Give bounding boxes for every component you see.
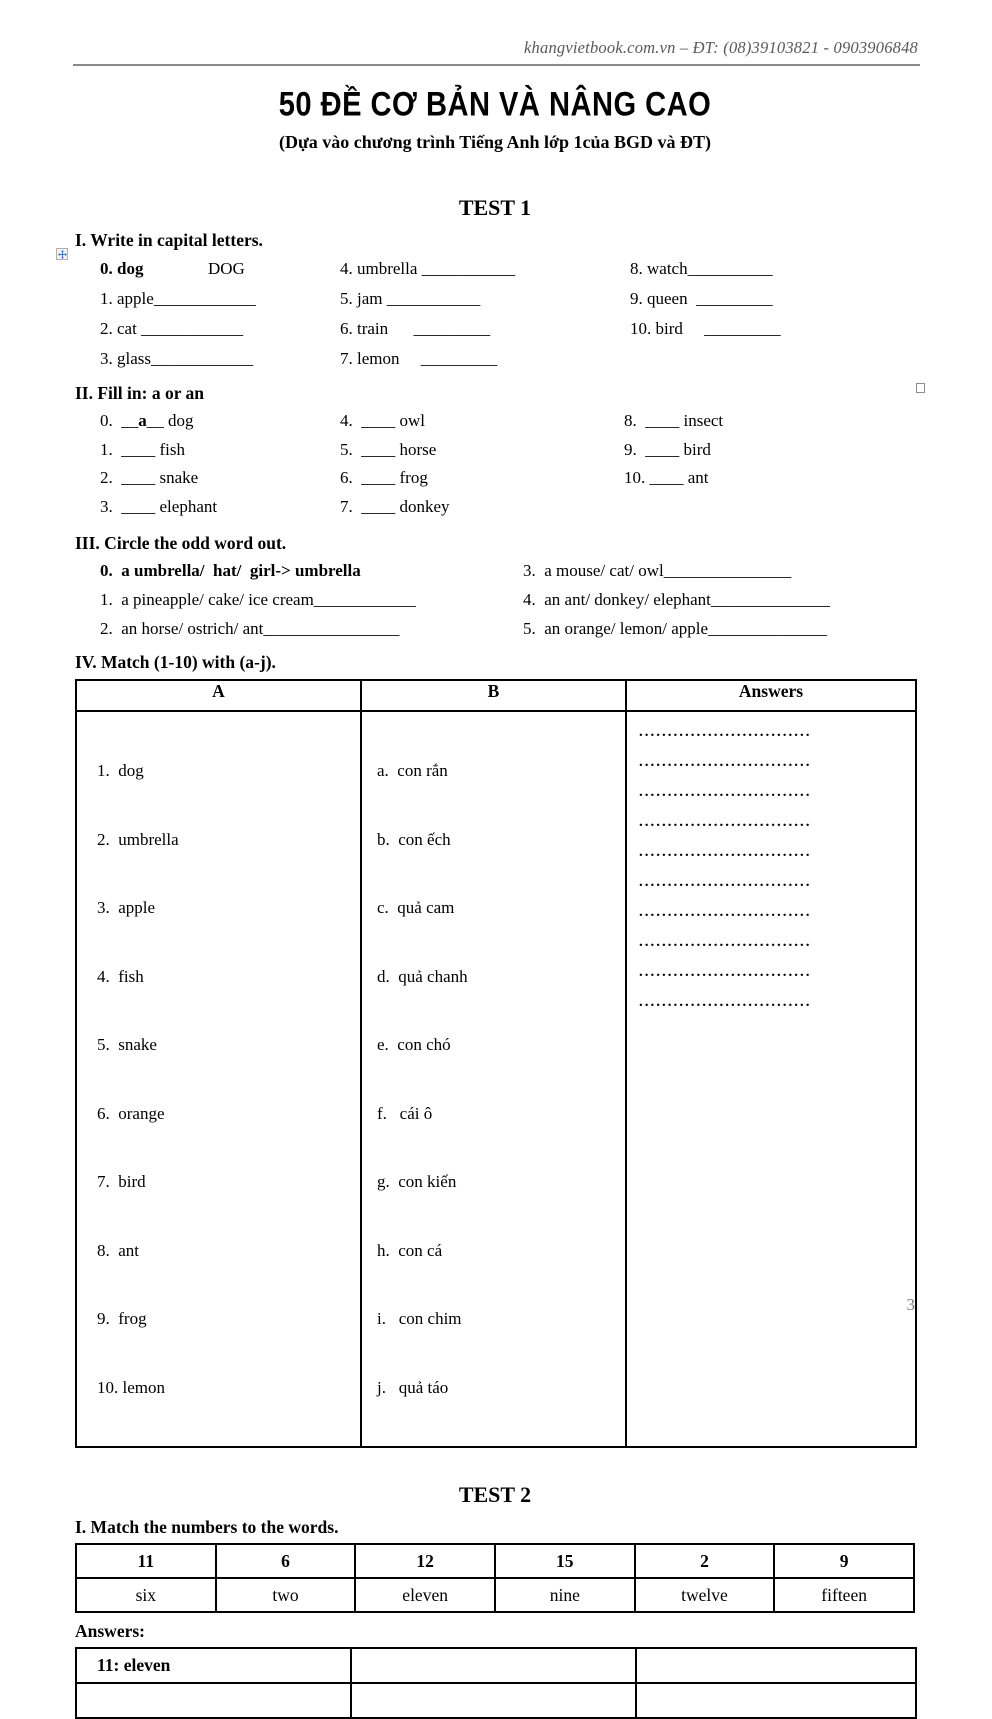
match-table-col-a — [76, 711, 361, 1447]
answer-cell[interactable] — [76, 1683, 351, 1718]
word-cell: twelve — [635, 1578, 775, 1612]
example-label: 0. dog — [100, 259, 144, 278]
answer-cell-example: 11: eleven — [76, 1648, 351, 1683]
section3-col2 — [523, 557, 915, 643]
exercise-item[interactable]: 1. ____ fish — [100, 439, 185, 459]
list-item: 1. dog — [97, 761, 144, 781]
exercise-item[interactable]: 6. train _________ — [340, 319, 491, 338]
exercise-item — [100, 407, 340, 436]
example-item: 0. a umbrella/ hat/ girl-> umbrella — [100, 561, 361, 581]
word-cell: six — [76, 1578, 216, 1612]
words-row — [76, 1578, 914, 1612]
document-title: 50 ĐỀ CƠ BẢN VÀ NÂNG CAO — [278, 85, 712, 124]
number-cell: 6 — [216, 1544, 356, 1578]
match-table-col-answers — [626, 711, 916, 1447]
document-subtitle: (Dựa vào chương trình Tiếng Anh lớp 1của BGD và ĐT) — [279, 132, 711, 152]
exercise-item[interactable]: 10. ____ ant — [624, 468, 709, 488]
exercise-item[interactable]: 9. queen _________ — [630, 289, 773, 308]
list-item: c. quả cam — [377, 898, 455, 918]
section1-col1 — [100, 254, 340, 374]
exercise-item[interactable]: 8. watch__________ — [630, 259, 773, 278]
exercise-item[interactable]: 4. an ant/ donkey/ elephant______________ — [523, 589, 830, 609]
exercise-item[interactable]: 3. a mouse/ cat/ owl_______________ — [523, 561, 792, 581]
word-cell: eleven — [355, 1578, 495, 1612]
numbers-words-table — [75, 1543, 915, 1613]
list-item: a. con rắn — [377, 761, 448, 781]
exercise-item[interactable]: 5. an orange/ lemon/ apple______________ — [523, 618, 828, 638]
list-item: b. con ếch — [377, 829, 451, 849]
list-item: e. con chó — [377, 1035, 451, 1055]
section1-heading: I. Write in capital letters. — [75, 230, 263, 250]
exercise-item[interactable]: 8. ____ insect — [624, 411, 724, 430]
list-item: 4. fish — [97, 966, 144, 986]
exercise-item[interactable]: 5. jam ___________ — [340, 289, 481, 308]
answer-dotted-line[interactable]: .............................. — [639, 964, 812, 981]
answer-dotted-line[interactable]: .............................. — [639, 844, 812, 861]
number-cell: 12 — [355, 1544, 495, 1578]
exercise-item[interactable]: 4. ____ owl — [340, 411, 425, 430]
example-prefix: 0. __ — [100, 411, 139, 430]
exercise-item[interactable]: 9. ____ bird — [624, 439, 711, 459]
answer-dotted-line[interactable]: .............................. — [639, 814, 812, 831]
list-item: 2. umbrella — [97, 829, 179, 849]
list-item: 9. frog — [97, 1309, 147, 1329]
match-table-header-answers: Answers — [626, 680, 916, 711]
header-site-line: khangvietbook.com.vn – ĐT: (08)39103821 - 0903906848 — [524, 38, 918, 57]
test1-heading: TEST 1 — [458, 195, 532, 220]
number-cell: 11 — [76, 1544, 216, 1578]
test2-heading: TEST 2 — [458, 1482, 532, 1508]
answer-dotted-line[interactable]: .............................. — [639, 784, 812, 801]
document-content — [75, 0, 915, 1719]
section1-items — [75, 254, 915, 374]
section1-col3 — [630, 254, 915, 374]
answer-cell[interactable] — [636, 1648, 916, 1683]
answer-dotted-line[interactable]: .............................. — [639, 934, 812, 951]
example-suffix: __ dog — [146, 411, 194, 430]
move-arrows-icon — [58, 250, 67, 259]
match-table — [75, 679, 917, 1448]
answers-table — [75, 1647, 917, 1719]
number-cell: 15 — [495, 1544, 635, 1578]
section2-col2 — [340, 407, 624, 521]
list-item: 7. bird — [97, 1172, 146, 1192]
answer-dotted-line[interactable]: .............................. — [639, 994, 812, 1011]
list-item: d. quả chanh — [377, 966, 468, 986]
example-answer: DOG — [208, 259, 245, 278]
answer-dotted-line[interactable]: .............................. — [639, 724, 812, 741]
exercise-item[interactable]: 10. bird _________ — [630, 319, 781, 338]
answers-row — [76, 1683, 916, 1718]
match-table-col-b — [361, 711, 626, 1447]
section2-items — [75, 407, 915, 521]
answer-cell[interactable] — [351, 1648, 636, 1683]
exercise-item[interactable]: 2. an horse/ ostrich/ ant________________ — [100, 618, 400, 638]
list-item: 3. apple — [97, 898, 156, 918]
exercise-item[interactable]: 2. cat ____________ — [100, 319, 244, 338]
answers-row — [76, 1648, 916, 1683]
list-item: j. quả táo — [377, 1377, 449, 1397]
exercise-item[interactable]: 3. ____ elephant — [100, 496, 218, 516]
exercise-item — [100, 254, 340, 284]
section4-heading: IV. Match (1-10) with (a-j). — [75, 652, 276, 673]
list-item: 5. snake — [97, 1035, 157, 1055]
exercise-item[interactable]: 5. ____ horse — [340, 439, 437, 459]
match-table-header-b: B — [361, 680, 626, 711]
word-cell: two — [216, 1578, 356, 1612]
section2-col1 — [100, 407, 340, 521]
exercise-item[interactable]: 4. umbrella ___________ — [340, 259, 516, 278]
exercise-item[interactable]: 1. a pineapple/ cake/ ice cream____________ — [100, 589, 416, 609]
list-item: 8. ant — [97, 1240, 140, 1260]
answer-dotted-line[interactable]: .............................. — [639, 874, 812, 891]
answers-label: Answers: — [75, 1621, 145, 1642]
exercise-item[interactable]: 7. lemon _________ — [340, 349, 498, 368]
list-item: 6. orange — [97, 1103, 165, 1123]
list-item: i. con chim — [377, 1309, 462, 1329]
word-cell: nine — [495, 1578, 635, 1612]
list-item: g. con kiến — [377, 1172, 457, 1192]
number-cell: 9 — [774, 1544, 914, 1578]
section2-col3 — [624, 407, 915, 521]
section1-col2 — [340, 254, 630, 374]
list-item: 10. lemon — [97, 1377, 165, 1397]
exercise-item[interactable]: 3. glass____________ — [100, 349, 253, 368]
numbers-row — [76, 1544, 914, 1578]
number-cell: 2 — [635, 1544, 775, 1578]
example-answer: a — [138, 411, 147, 430]
empty-glyph-box — [916, 383, 925, 393]
test2-section1-heading: I. Match the numbers to the words. — [75, 1517, 339, 1538]
exercise-item[interactable]: 2. ____ snake — [100, 468, 199, 488]
table-move-handle-icon[interactable] — [56, 248, 68, 260]
list-item: h. con cá — [377, 1240, 443, 1260]
word-cell: fifteen — [774, 1578, 914, 1612]
section3-items — [75, 557, 915, 643]
section3-col1 — [100, 557, 523, 643]
answer-cell[interactable] — [636, 1683, 916, 1718]
exercise-item[interactable]: 7. ____ donkey — [340, 496, 450, 516]
match-table-header-a: A — [76, 680, 361, 711]
list-item: f. cái ô — [377, 1103, 433, 1123]
answer-cell[interactable] — [351, 1683, 636, 1718]
answer-dotted-line[interactable]: .............................. — [639, 754, 812, 771]
exercise-item[interactable]: 6. ____ frog — [340, 468, 428, 488]
answer-dotted-line[interactable]: .............................. — [639, 904, 812, 921]
exercise-item[interactable]: 1. apple____________ — [100, 289, 256, 308]
section2-heading: II. Fill in: a or an — [75, 383, 205, 403]
page-number: 3 — [906, 1295, 915, 1314]
section3-heading: III. Circle the odd word out. — [75, 533, 287, 554]
